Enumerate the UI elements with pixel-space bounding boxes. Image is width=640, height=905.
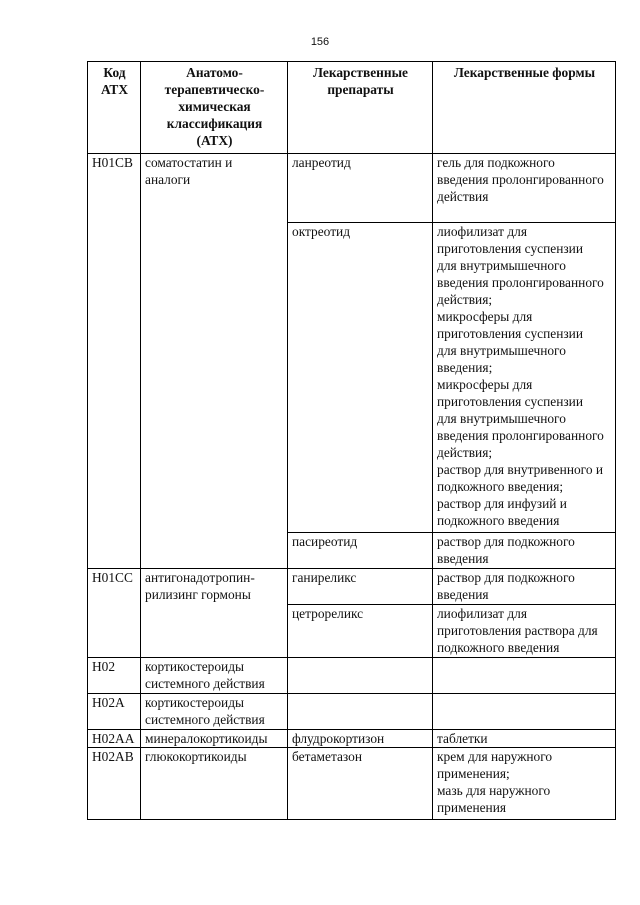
- header-drugs: Лекарственные препараты: [288, 62, 433, 154]
- table-row: [88, 748, 616, 820]
- classification-cell: соматостатин и аналоги: [141, 154, 288, 569]
- drug-cell: октреотид: [288, 223, 433, 533]
- code-cell: H02AA: [88, 730, 141, 748]
- header-code: Код АТХ: [88, 62, 141, 154]
- forms-cell: [433, 658, 616, 694]
- code-cell: H01CC: [88, 569, 141, 658]
- atx-table: [87, 61, 616, 820]
- forms-cell: раствор для подкожного введения: [433, 569, 616, 605]
- drug-cell: бетаметазон: [288, 748, 433, 820]
- code-cell: H02: [88, 658, 141, 694]
- drug-cell: [288, 658, 433, 694]
- table-row: [88, 569, 616, 605]
- classification-cell: кортикостероиды системного действия: [141, 658, 288, 694]
- forms-cell: раствор для подкожного введения: [433, 533, 616, 569]
- table-row: [88, 658, 616, 694]
- code-cell: H02A: [88, 694, 141, 730]
- table-row: [88, 154, 616, 223]
- header-classification: Анатомо- терапевтическо- химическая классификация (АТХ): [141, 62, 288, 154]
- forms-cell: таблетки: [433, 730, 616, 748]
- page-number: 156: [310, 36, 330, 48]
- classification-cell: кортикостероиды системного действия: [141, 694, 288, 730]
- forms-cell: лиофилизат для приготовления раствора для подкожного введения: [433, 605, 616, 658]
- code-cell: H02AB: [88, 748, 141, 820]
- classification-cell: минералокортикоиды: [141, 730, 288, 748]
- drug-cell: ланреотид: [288, 154, 433, 223]
- forms-cell: гель для подкожного введения пролонгированного действия: [433, 154, 616, 223]
- classification-cell: антигонадотропин- рилизинг гормоны: [141, 569, 288, 658]
- drug-cell: [288, 694, 433, 730]
- forms-cell: крем для наружного применения; мазь для наружного применения: [433, 748, 616, 820]
- code-cell: H01CB: [88, 154, 141, 569]
- header-forms: Лекарственные формы: [433, 62, 616, 154]
- drug-cell: флудрокортизон: [288, 730, 433, 748]
- table-row: [88, 730, 616, 748]
- drug-cell: пасиреотид: [288, 533, 433, 569]
- classification-cell: глюкокортикоиды: [141, 748, 288, 820]
- forms-cell: [433, 694, 616, 730]
- drug-cell: ганиреликс: [288, 569, 433, 605]
- forms-cell: лиофилизат для приготовления суспензии для внутримышечного введения пролонгированного действия; микросферы для приготовления суспензии для внутримышечного введения; микросферы для приготовления суспензии для внутримышечного введения пролонгированного действия; раствор для внутривенного и подкожного введения; раствор для инфузий и подкожного введения: [433, 223, 616, 533]
- table-row: [88, 694, 616, 730]
- table-header-row: [88, 62, 616, 154]
- drug-cell: цетрореликс: [288, 605, 433, 658]
